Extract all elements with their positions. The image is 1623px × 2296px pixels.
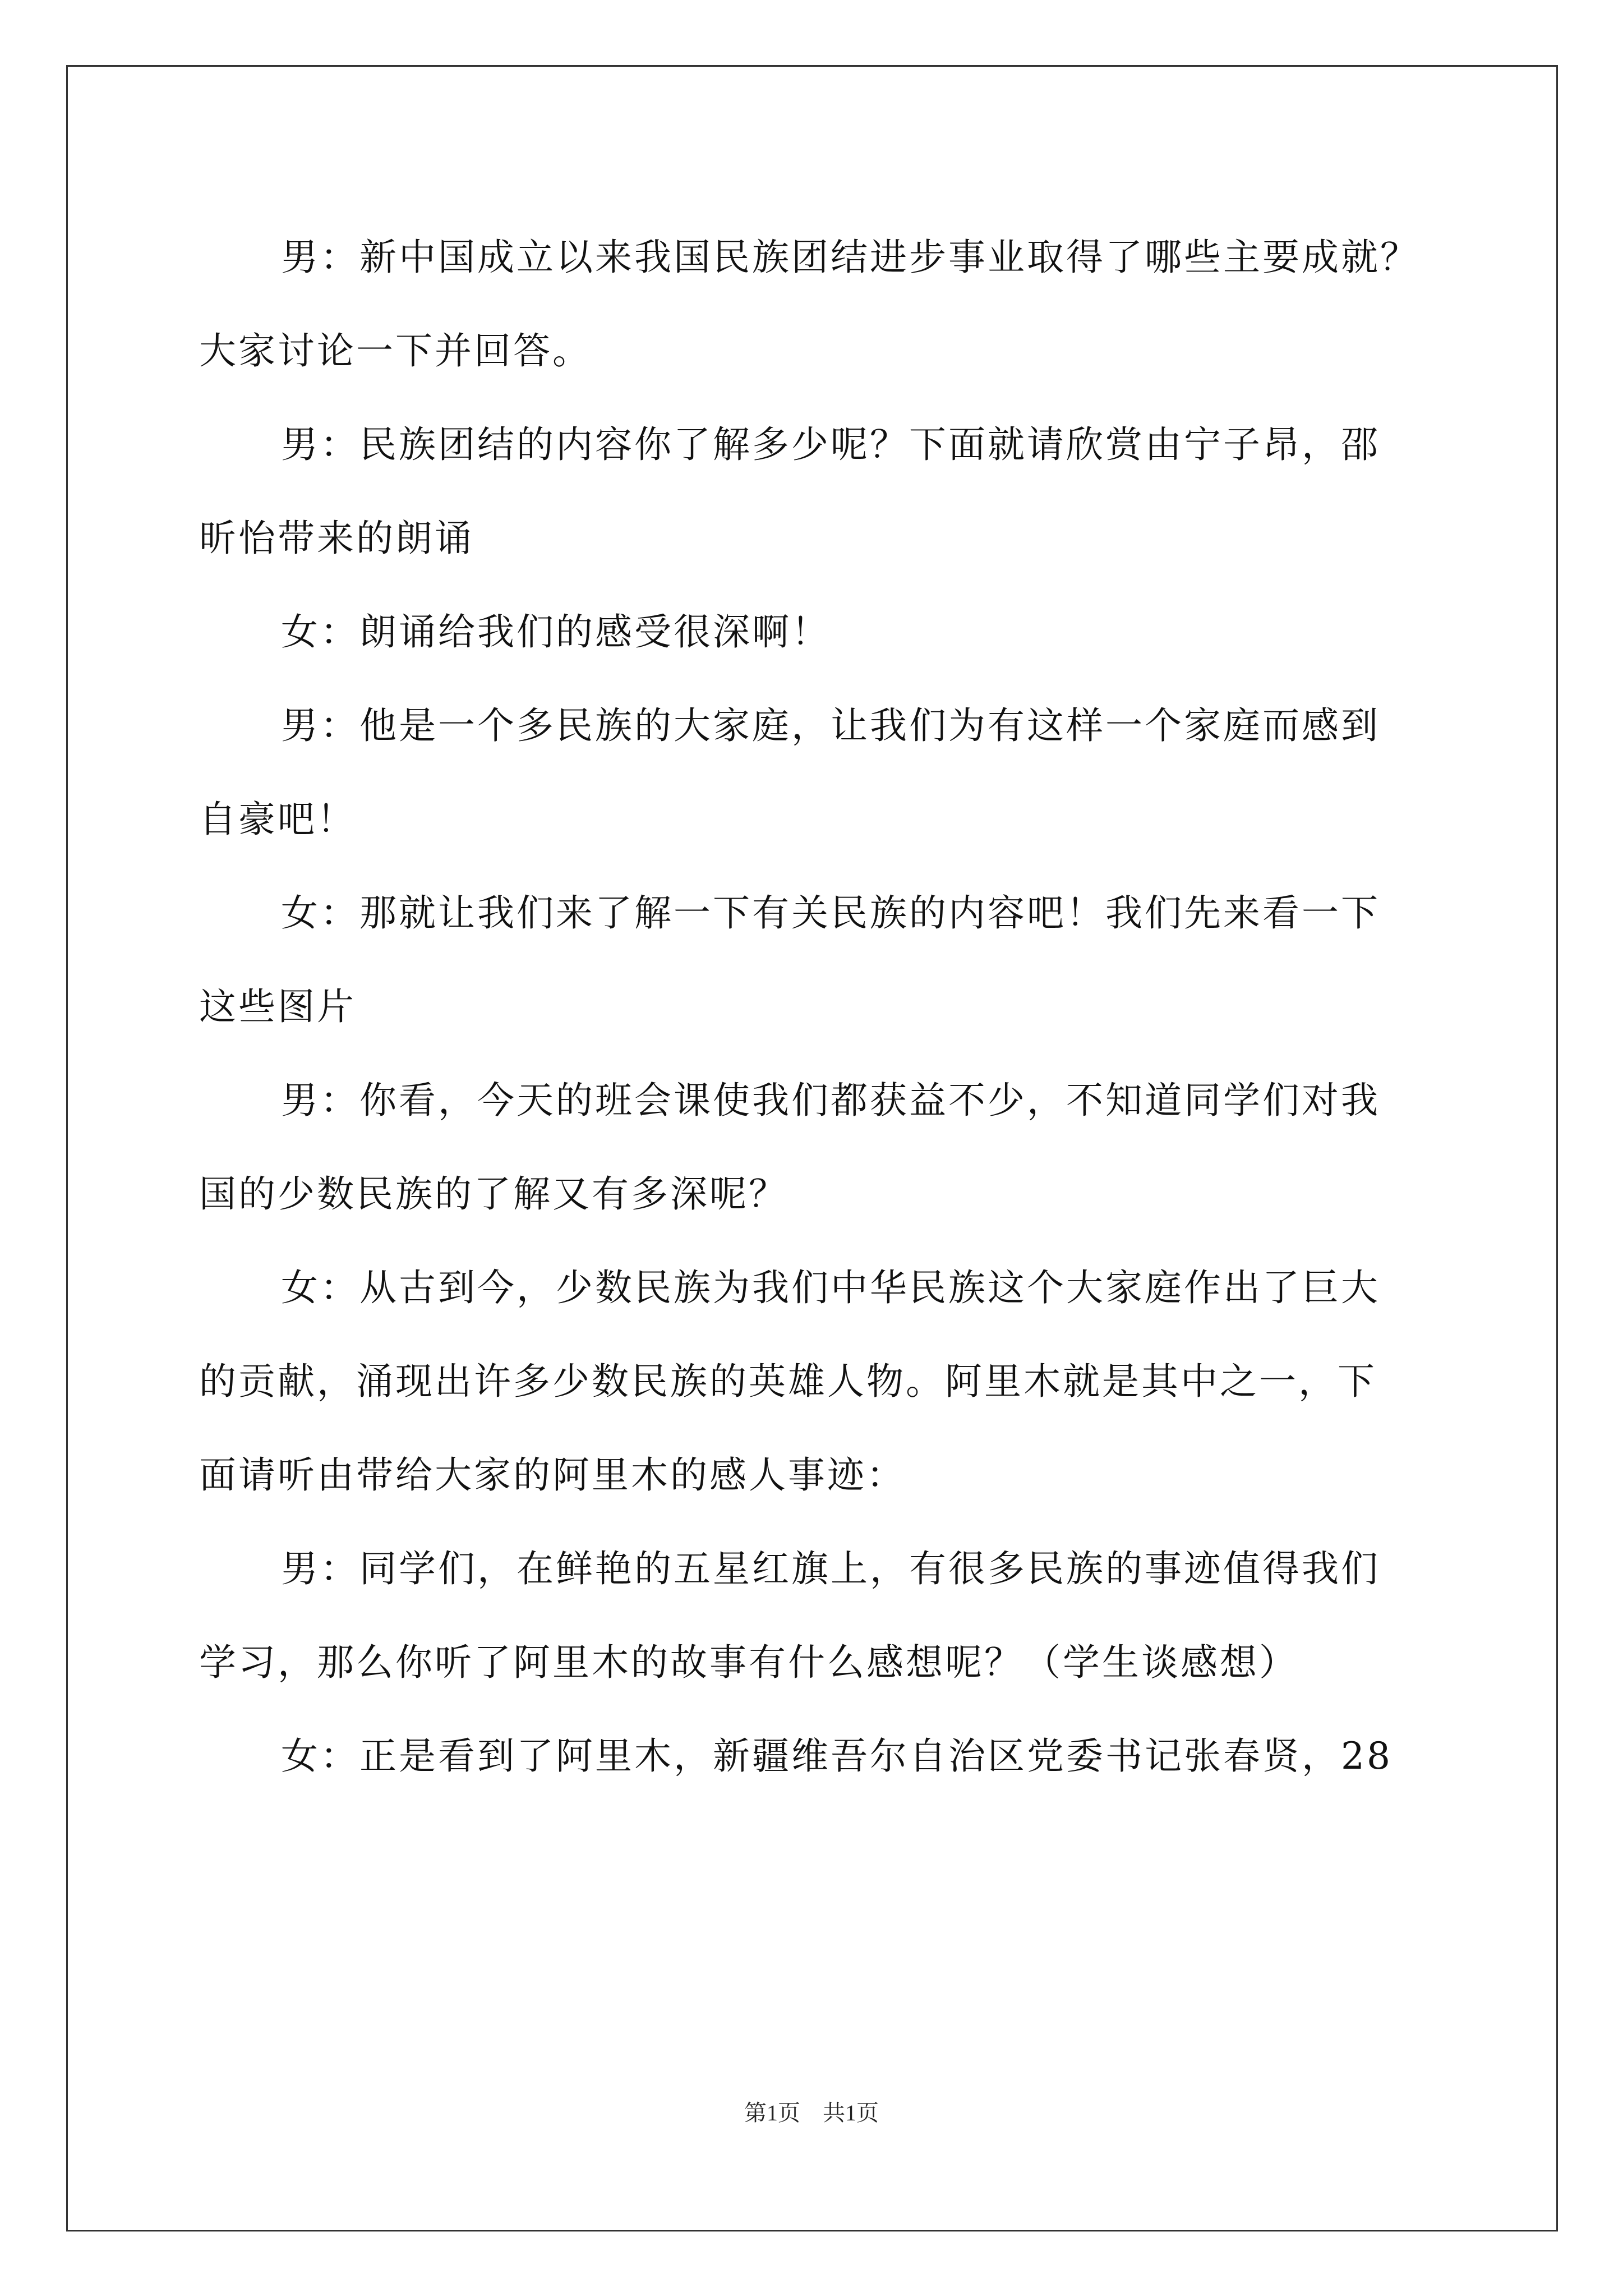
paragraph-line: 国的少数民族的了解又有多深呢？: [199, 1172, 788, 1216]
paragraph-line: 学习，那么你听了阿里木的故事有什么感想呢？（学生谈感想）: [199, 1641, 1298, 1684]
paragraph-line: 男：同学们，在鲜艳的五星红旗上，有很多民族的事迹值得我们: [281, 1547, 1380, 1590]
paragraph-line: 自豪吧！: [199, 798, 356, 841]
paragraph-line: 面请听由带给大家的阿里木的感人事迹：: [199, 1453, 906, 1497]
paragraph-line: 的贡献，涌现出许多少数民族的英雄人物。阿里木就是其中之一，下: [199, 1360, 1377, 1403]
paragraph-line: 大家讨论一下并回答。: [199, 329, 592, 372]
paragraph-line: 男：新中国成立以来我国民族团结进步事业取得了哪些主要成就？: [281, 236, 1419, 279]
paragraph-line: 女：正是看到了阿里木，新疆维吾尔自治区党委书记张春贤，28: [281, 1734, 1393, 1778]
paragraph-line: 男：你看，今天的班会课使我们都获益不少，不知道同学们对我: [281, 1079, 1380, 1122]
document-body: [199, 210, 1438, 1803]
paragraph-line: 女：朗诵给我们的感受很深啊！: [281, 610, 831, 654]
paragraph-line: 男：他是一个多民族的大家庭，让我们为有这样一个家庭而感到: [281, 704, 1380, 747]
paragraph-line: 女：那就让我们来了解一下有关民族的内容吧！我们先来看一下: [281, 891, 1380, 935]
paragraph-line: 昕怡带来的朗诵: [199, 517, 474, 560]
paragraph-line: 男：民族团结的内容你了解多少呢？下面就请欣赏由宁子昂，邵: [281, 423, 1380, 466]
paragraph-line: 女：从古到今，少数民族为我们中华民族这个大家庭作出了巨大: [281, 1266, 1380, 1309]
page-footer: 第1页 共1页: [744, 2100, 879, 2125]
paragraph-line: 这些图片: [199, 985, 356, 1028]
